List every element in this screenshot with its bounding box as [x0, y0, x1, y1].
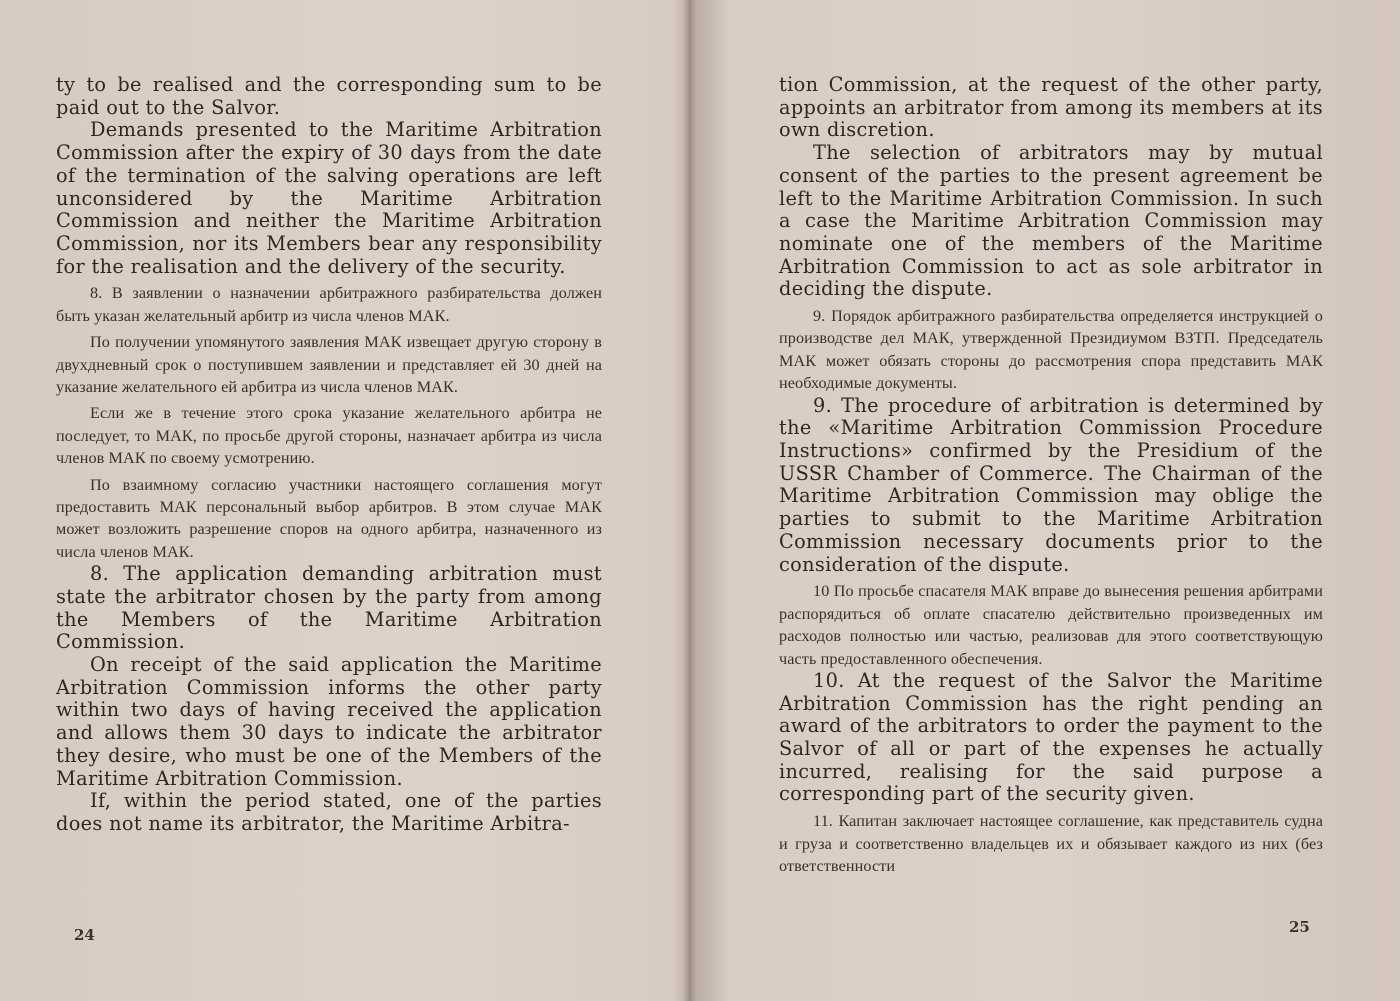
paragraph-ru-clause-8: 8. В заявлении о назначении арбитражного разбирательства должен быть указан желательный арбитр из числа членов МАК.: [56, 284, 602, 325]
paragraph-en-continuation: ty to be realised and the corresponding sum to be paid out to the Salvor.: [56, 73, 602, 119]
page-number-right: 25: [1289, 918, 1310, 936]
paragraph-ru-clause-8-default: Если же в течение этого срока указание желательного арбитра не последует, то МАК, по просьбе другой стороны, назначает арбитра из числа членов МАК по своему усмотрению.: [56, 404, 602, 468]
paragraph-en-clause-8-default: If, within the period stated, one of the parties does not name its arbitrator, the Maritime Arbitra-: [56, 789, 602, 835]
page-number-left: 24: [74, 926, 95, 944]
paragraph-en-clause-8: 8. The application demanding arbitration must state the arbitrator chosen by the party from among the Members of the Maritime Arbitration Commission.: [56, 562, 602, 654]
left-page: [56, 74, 602, 836]
paragraph-en-clause-9: 9. The procedure of arbitration is determined by the «Maritime Arbitration Commission Procedure Instructions» confirmed by the Presidium of the USSR Chamber of Commerce. The Chairman of the Maritime Arbitration Commission may oblige the parties to submit to the Maritime Arbitration Commission necessary documents prior to the consideration of the dispute.: [779, 393, 1323, 576]
paragraph-en-selection: The selection of arbitrators may by mutual consent of the parties to the present agreement be left to the Maritime Arbitration Commission. In such a case the Maritime Arbitration Commission may nominate one of the members of the Maritime Arbitration Commission to act as sole arbitrator in deciding the dispute.: [779, 141, 1323, 301]
right-page: [779, 74, 1323, 877]
paragraph-ru-clause-8-consent: По взаимному согласию участники настоящего соглашения могут предоставить МАК персональный выбор арбитров. В этом случае МАК может возложить разрешение споров на одного арбитра, назначенного из числа членов МАК.: [56, 475, 602, 561]
paragraph-ru-clause-10: 10 По просьбе спасателя МАК вправе до вынесения решения арбитрами распорядиться об оплате спасателю действительно произведенных им расходов полностью или частью, реализовав для этого соответствующую часть предоставленного обеспечения.: [779, 582, 1323, 668]
paragraph-en-continuation-right: tion Commission, at the request of the other party, appoints an arbitrator from among its members at its own discretion.: [779, 73, 1323, 142]
paragraph-ru-clause-9: 9. Порядок арбитражного разбирательства определяется инструкцией о производстве дел МАК, утвержденной Президиумом ВЗТП. Председатель МАК может обязать стороны до рассмотрения спора представить МАК необходимые документы.: [779, 307, 1323, 393]
book-gutter: [683, 0, 697, 1001]
paragraph-en-demands: Demands presented to the Maritime Arbitration Commission after the expiry of 30 days from the date of the termination of the salving operations are left unconsidered by the Maritime Arbitration Commission and neither the Maritime Arbitration Commission, nor its Members bear any responsibility for the realisation and the delivery of the security.: [56, 118, 602, 278]
paragraph-en-clause-8-receipt: On receipt of the said application the Maritime Arbitration Commission informs the other party within two days of having received the application and allows them 30 days to indicate the arbitrator they desire, who must be one of the Members of the Maritime Arbitration Commission.: [56, 653, 602, 790]
paragraph-ru-clause-11: 11. Капитан заключает настоящее соглашение, как представитель судна и груза и соответственно владельцев их и обязывает каждого из них (без ответственности: [779, 812, 1323, 875]
paragraph-ru-clause-8-receipt: По получении упомянутого заявления МАК извещает другую сторону в двухдневный срок о поступившем заявлении и представляет ей 30 дней на указание желательного ей арбитра из числа членов МАК.: [56, 333, 602, 396]
paragraph-en-clause-10: 10. At the request of the Salvor the Maritime Arbitration Commission has the right pending an award of the arbitrators to order the payment to the Salvor of all or part of the expenses he actually incurred, realising for the said purpose a corresponding part of the security given.: [779, 668, 1323, 806]
